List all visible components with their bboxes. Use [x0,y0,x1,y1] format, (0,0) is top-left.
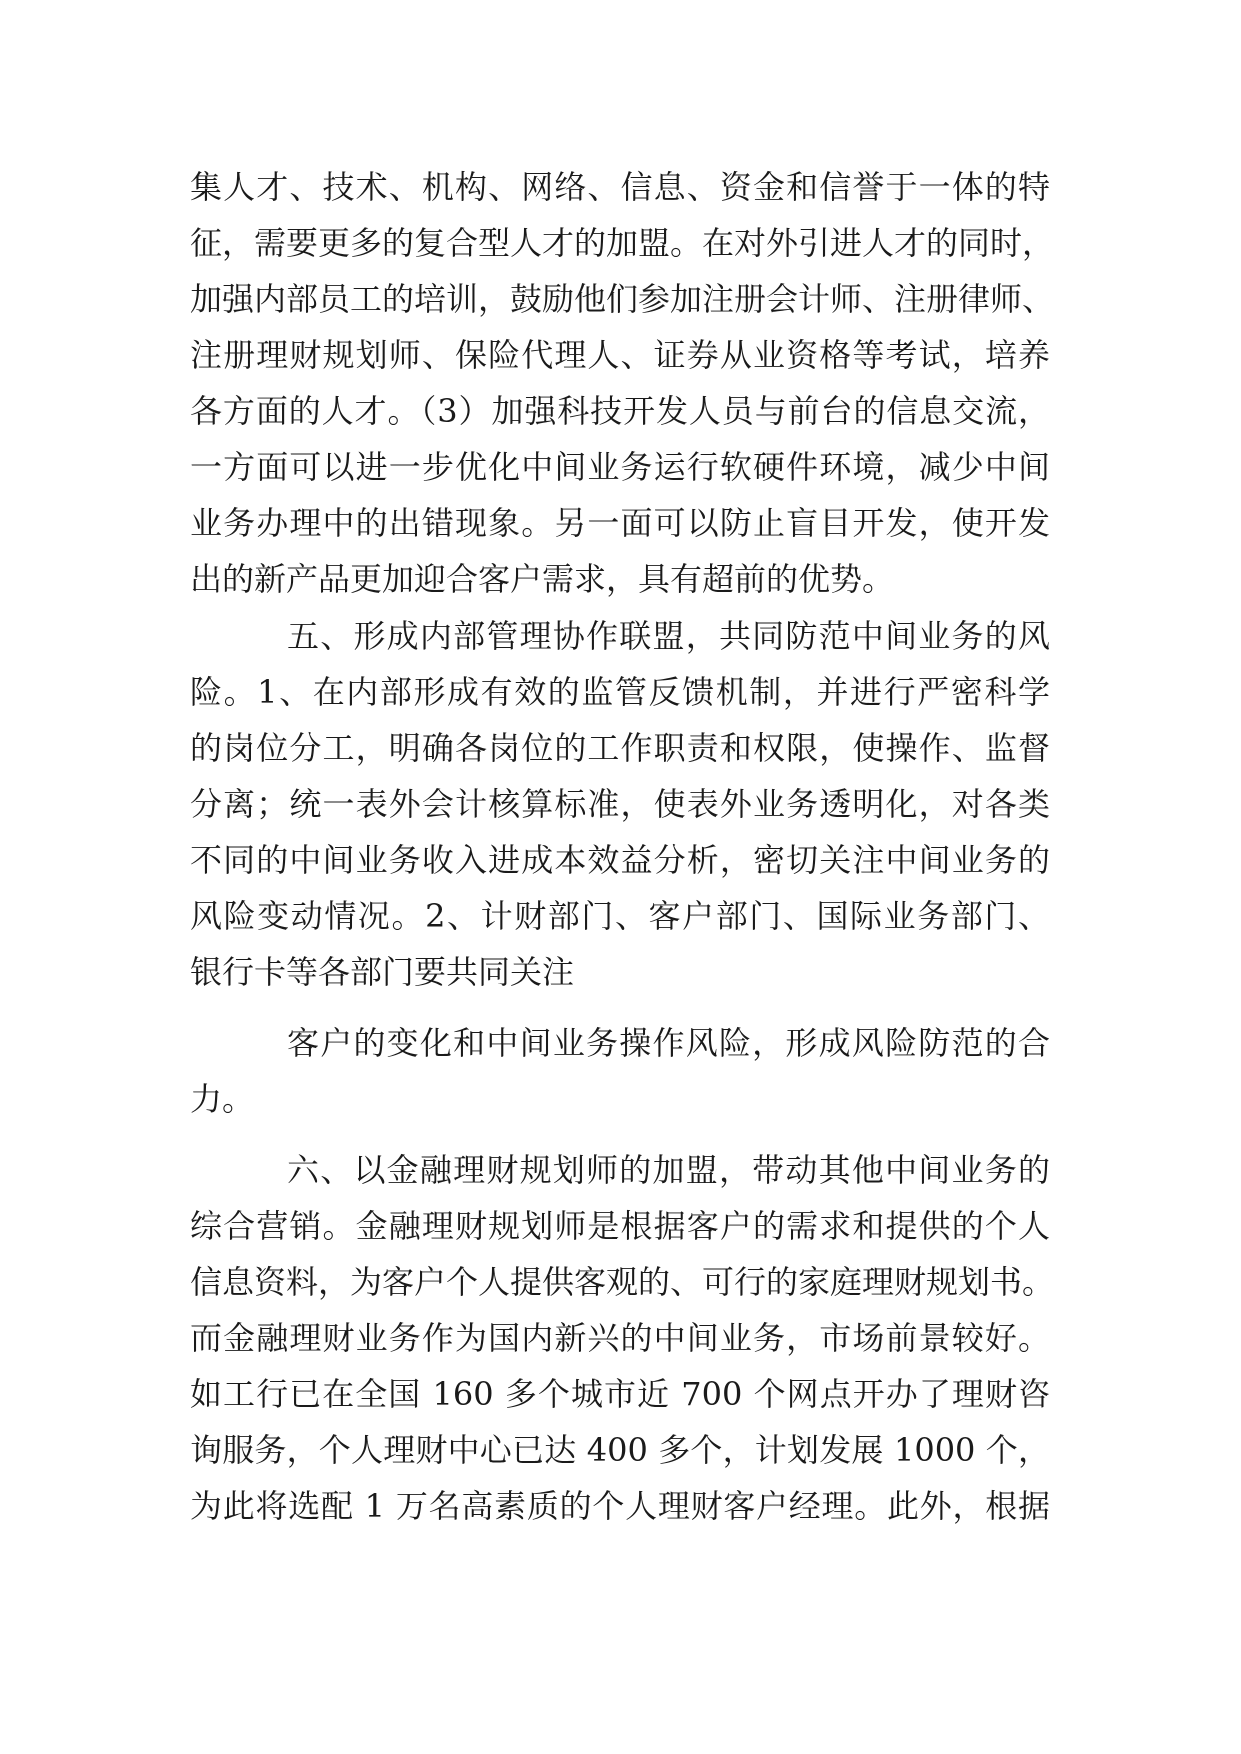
text-line: 集人才、技术、机构、网络、信息、资金和信誉于一体的特 [190,168,1050,206]
text-line: 银行卡等各部门要共同关注 [190,953,575,991]
text-line: 风险变动情况。2、计财部门、客户部门、国际业务部门、 [190,897,1050,935]
text-line: 的岗位分工，明确各岗位的工作职责和权限，使操作、监督 [190,729,1050,767]
section-heading-six: 六、以金融理财规划师的加盟，带动其他中间业务的 [287,1151,1050,1189]
text-line: 为此将选配 1 万名高素质的个人理财客户经理。此外，根据 [190,1487,1050,1525]
text-line: 而金融理财业务作为国内新兴的中间业务，市场前景较好。 [190,1319,1050,1357]
text-line: 信息资料，为客户个人提供客观的、可行的家庭理财规划书。 [190,1263,1055,1301]
section-heading-five: 五、形成内部管理协作联盟，共同防范中间业务的风 [287,617,1050,655]
text-line: 注册理财规划师、保险代理人、证券从业资格等考试，培养 [190,336,1050,374]
text-line: 综合营销。金融理财规划师是根据客户的需求和提供的个人 [190,1207,1050,1245]
text-line: 如工行已在全国 160 多个城市近 700 个网点开办了理财咨 [190,1375,1050,1413]
text-line: 业务办理中的出错现象。另一面可以防止盲目开发，使开发 [190,504,1050,542]
text-line: 客户的变化和中间业务操作风险，形成风险防范的合 [287,1024,1050,1062]
text-line: 询服务，个人理财中心已达 400 多个，计划发展 1000 个， [190,1431,1050,1469]
text-line: 各方面的人才。（3）加强科技开发人员与前台的信息交流， [190,392,1050,430]
text-line: 不同的中间业务收入进成本效益分析，密切关注中间业务的 [190,841,1050,879]
text-line: 分离；统一表外会计核算标准，使表外业务透明化，对各类 [190,785,1050,823]
text-line: 一方面可以进一步优化中间业务运行软硬件环境，减少中间 [190,448,1050,486]
text-line: 加强内部员工的培训，鼓励他们参加注册会计师、注册律师、 [190,280,1055,318]
text-line: 险。1、在内部形成有效的监管反馈机制，并进行严密科学 [190,673,1050,711]
text-line: 征，需要更多的复合型人才的加盟。在对外引进人才的同时， [190,224,1055,262]
text-line: 出的新产品更加迎合客户需求，具有超前的优势。 [190,560,895,598]
text-line: 力。 [190,1080,255,1118]
